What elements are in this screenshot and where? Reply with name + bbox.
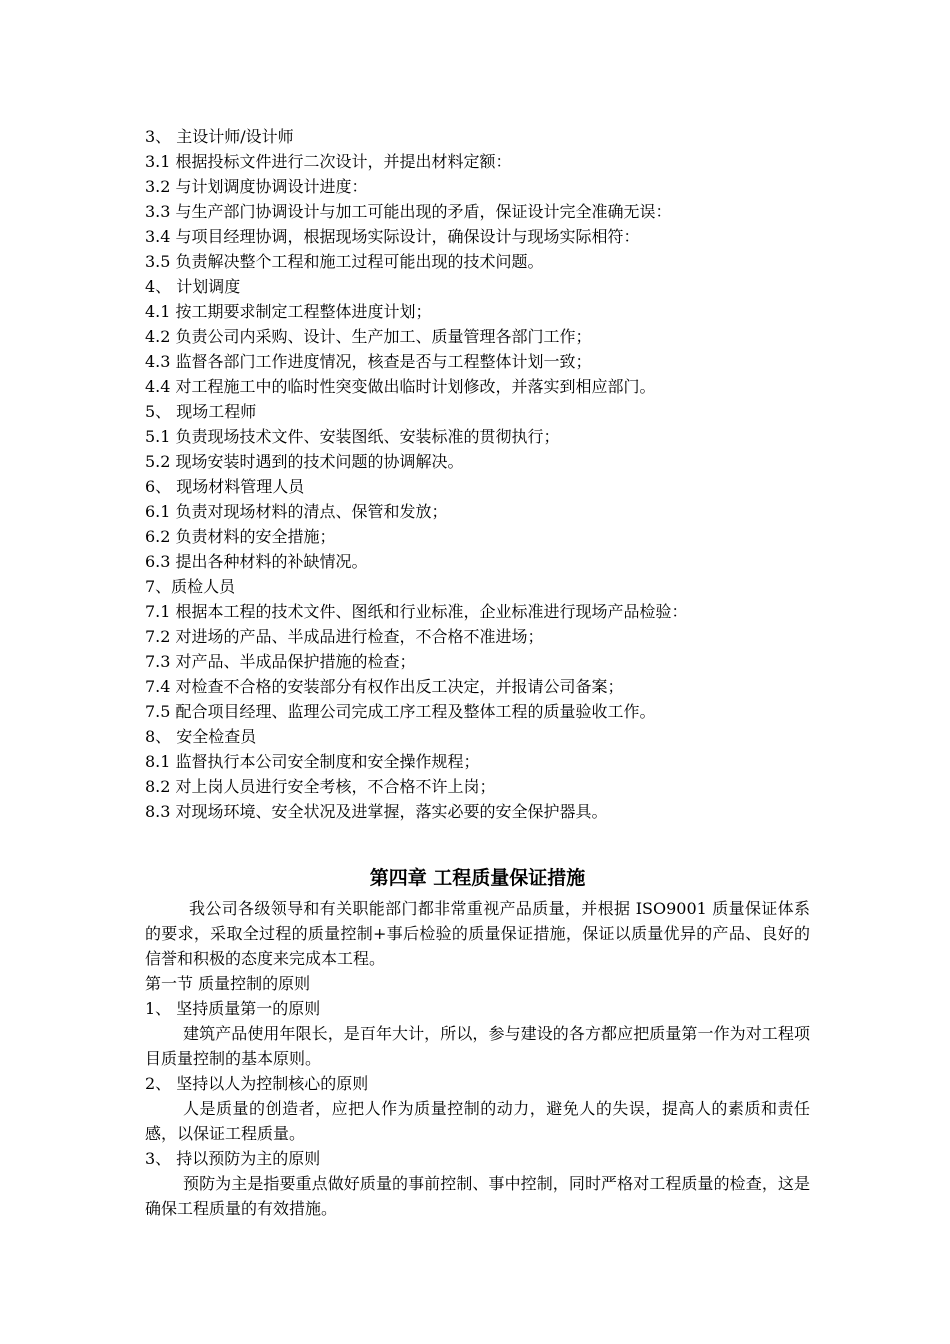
list-item: 4.2 负责公司内采购、设计、生产加工、质量管理各部门工作； — [145, 327, 592, 346]
chapter-intro: 我公司各级领导和有关职能部门都非常重视产品质量，并根据 ISO9001 质量保证体系的要求，采取全过程的质量控制+事后检验的质量保证措施，保证以质量优异的产品、良好的信誉和积极的态度来完成本工程。 — [145, 899, 810, 968]
list-item: 6.1 负责对现场材料的清点、保管和发放； — [145, 502, 448, 521]
principle-text: 人是质量的创造者，应把人作为质量控制的动力，避免人的失误，提高人的素质和责任感，以保证工程质量。 — [145, 1099, 810, 1143]
list-item: 5、 现场工程师 — [145, 402, 257, 421]
list-item: 3.3 与生产部门协调设计与加工可能出现的矛盾，保证设计完全准确无误： — [145, 202, 672, 221]
list-item: 3、 主设计师/设计师 — [145, 127, 294, 146]
list-item: 5.2 现场安装时遇到的技术问题的协调解决。 — [145, 452, 464, 471]
list-item: 3.5 负责解决整个工程和施工过程可能出现的技术问题。 — [145, 252, 544, 271]
list-item: 3.4 与项目经理协调，根据现场实际设计，确保设计与现场实际相符： — [145, 227, 640, 246]
list-item: 8.3 对现场环境、安全状况及进掌握，落实必要的安全保护器具。 — [145, 802, 608, 821]
list-item: 4.1 按工期要求制定工程整体进度计划； — [145, 302, 432, 321]
list-item: 7.4 对检查不合格的安装部分有权作出反工决定，并报请公司备案； — [145, 677, 624, 696]
list-item: 8、 安全检查员 — [145, 727, 257, 746]
principle-title: 1、 坚持质量第一的原则 — [145, 999, 321, 1018]
responsibility-list — [145, 124, 810, 824]
list-item: 7.2 对进场的产品、半成品进行检查，不合格不准进场； — [145, 627, 544, 646]
list-item: 8.1 监督执行本公司安全制度和安全操作规程； — [145, 752, 480, 771]
list-item: 7.1 根据本工程的技术文件、图纸和行业标准，企业标准进行现场产品检验： — [145, 602, 688, 621]
list-item: 7.3 对产品、半成品保护措施的检查； — [145, 652, 416, 671]
list-item: 7.5 配合项目经理、监理公司完成工序工程及整体工程的质量验收工作。 — [145, 702, 656, 721]
principle-title: 3、 持以预防为主的原则 — [145, 1149, 321, 1168]
list-item: 4.3 监督各部门工作进度情况，核查是否与工程整体计划一致； — [145, 352, 592, 371]
spacer — [145, 824, 810, 860]
document-page — [145, 124, 810, 1221]
principle-title: 2、 坚持以人为控制核心的原则 — [145, 1074, 369, 1093]
section-title: 第一节 质量控制的原则 — [145, 974, 311, 993]
list-item: 6、 现场材料管理人员 — [145, 477, 305, 496]
list-item: 5.1 负责现场技术文件、安装图纸、安装标准的贯彻执行； — [145, 427, 560, 446]
list-item: 3.2 与计划调度协调设计进度： — [145, 177, 368, 196]
list-item: 4.4 对工程施工中的临时性突变做出临时计划修改，并落实到相应部门。 — [145, 377, 656, 396]
list-item: 8.2 对上岗人员进行安全考核，不合格不许上岗； — [145, 777, 496, 796]
list-item: 6.3 提出各种材料的补缺情况。 — [145, 552, 368, 571]
principle-text: 建筑产品使用年限长，是百年大计，所以，参与建设的各方都应把质量第一作为对工程项目质量控制的基本原则。 — [145, 1024, 810, 1068]
list-item: 4、 计划调度 — [145, 277, 241, 296]
chapter-title: 第四章 工程质量保证措施 — [369, 867, 586, 889]
principle-text: 预防为主是指要重点做好质量的事前控制、事中控制，同时严格对工程质量的检查，这是确保工程质量的有效措施。 — [145, 1174, 810, 1218]
list-item: 6.2 负责材料的安全措施； — [145, 527, 336, 546]
list-item: 3.1 根据投标文件进行二次设计，并提出材料定额： — [145, 152, 512, 171]
list-item: 7、质检人员 — [145, 577, 236, 596]
